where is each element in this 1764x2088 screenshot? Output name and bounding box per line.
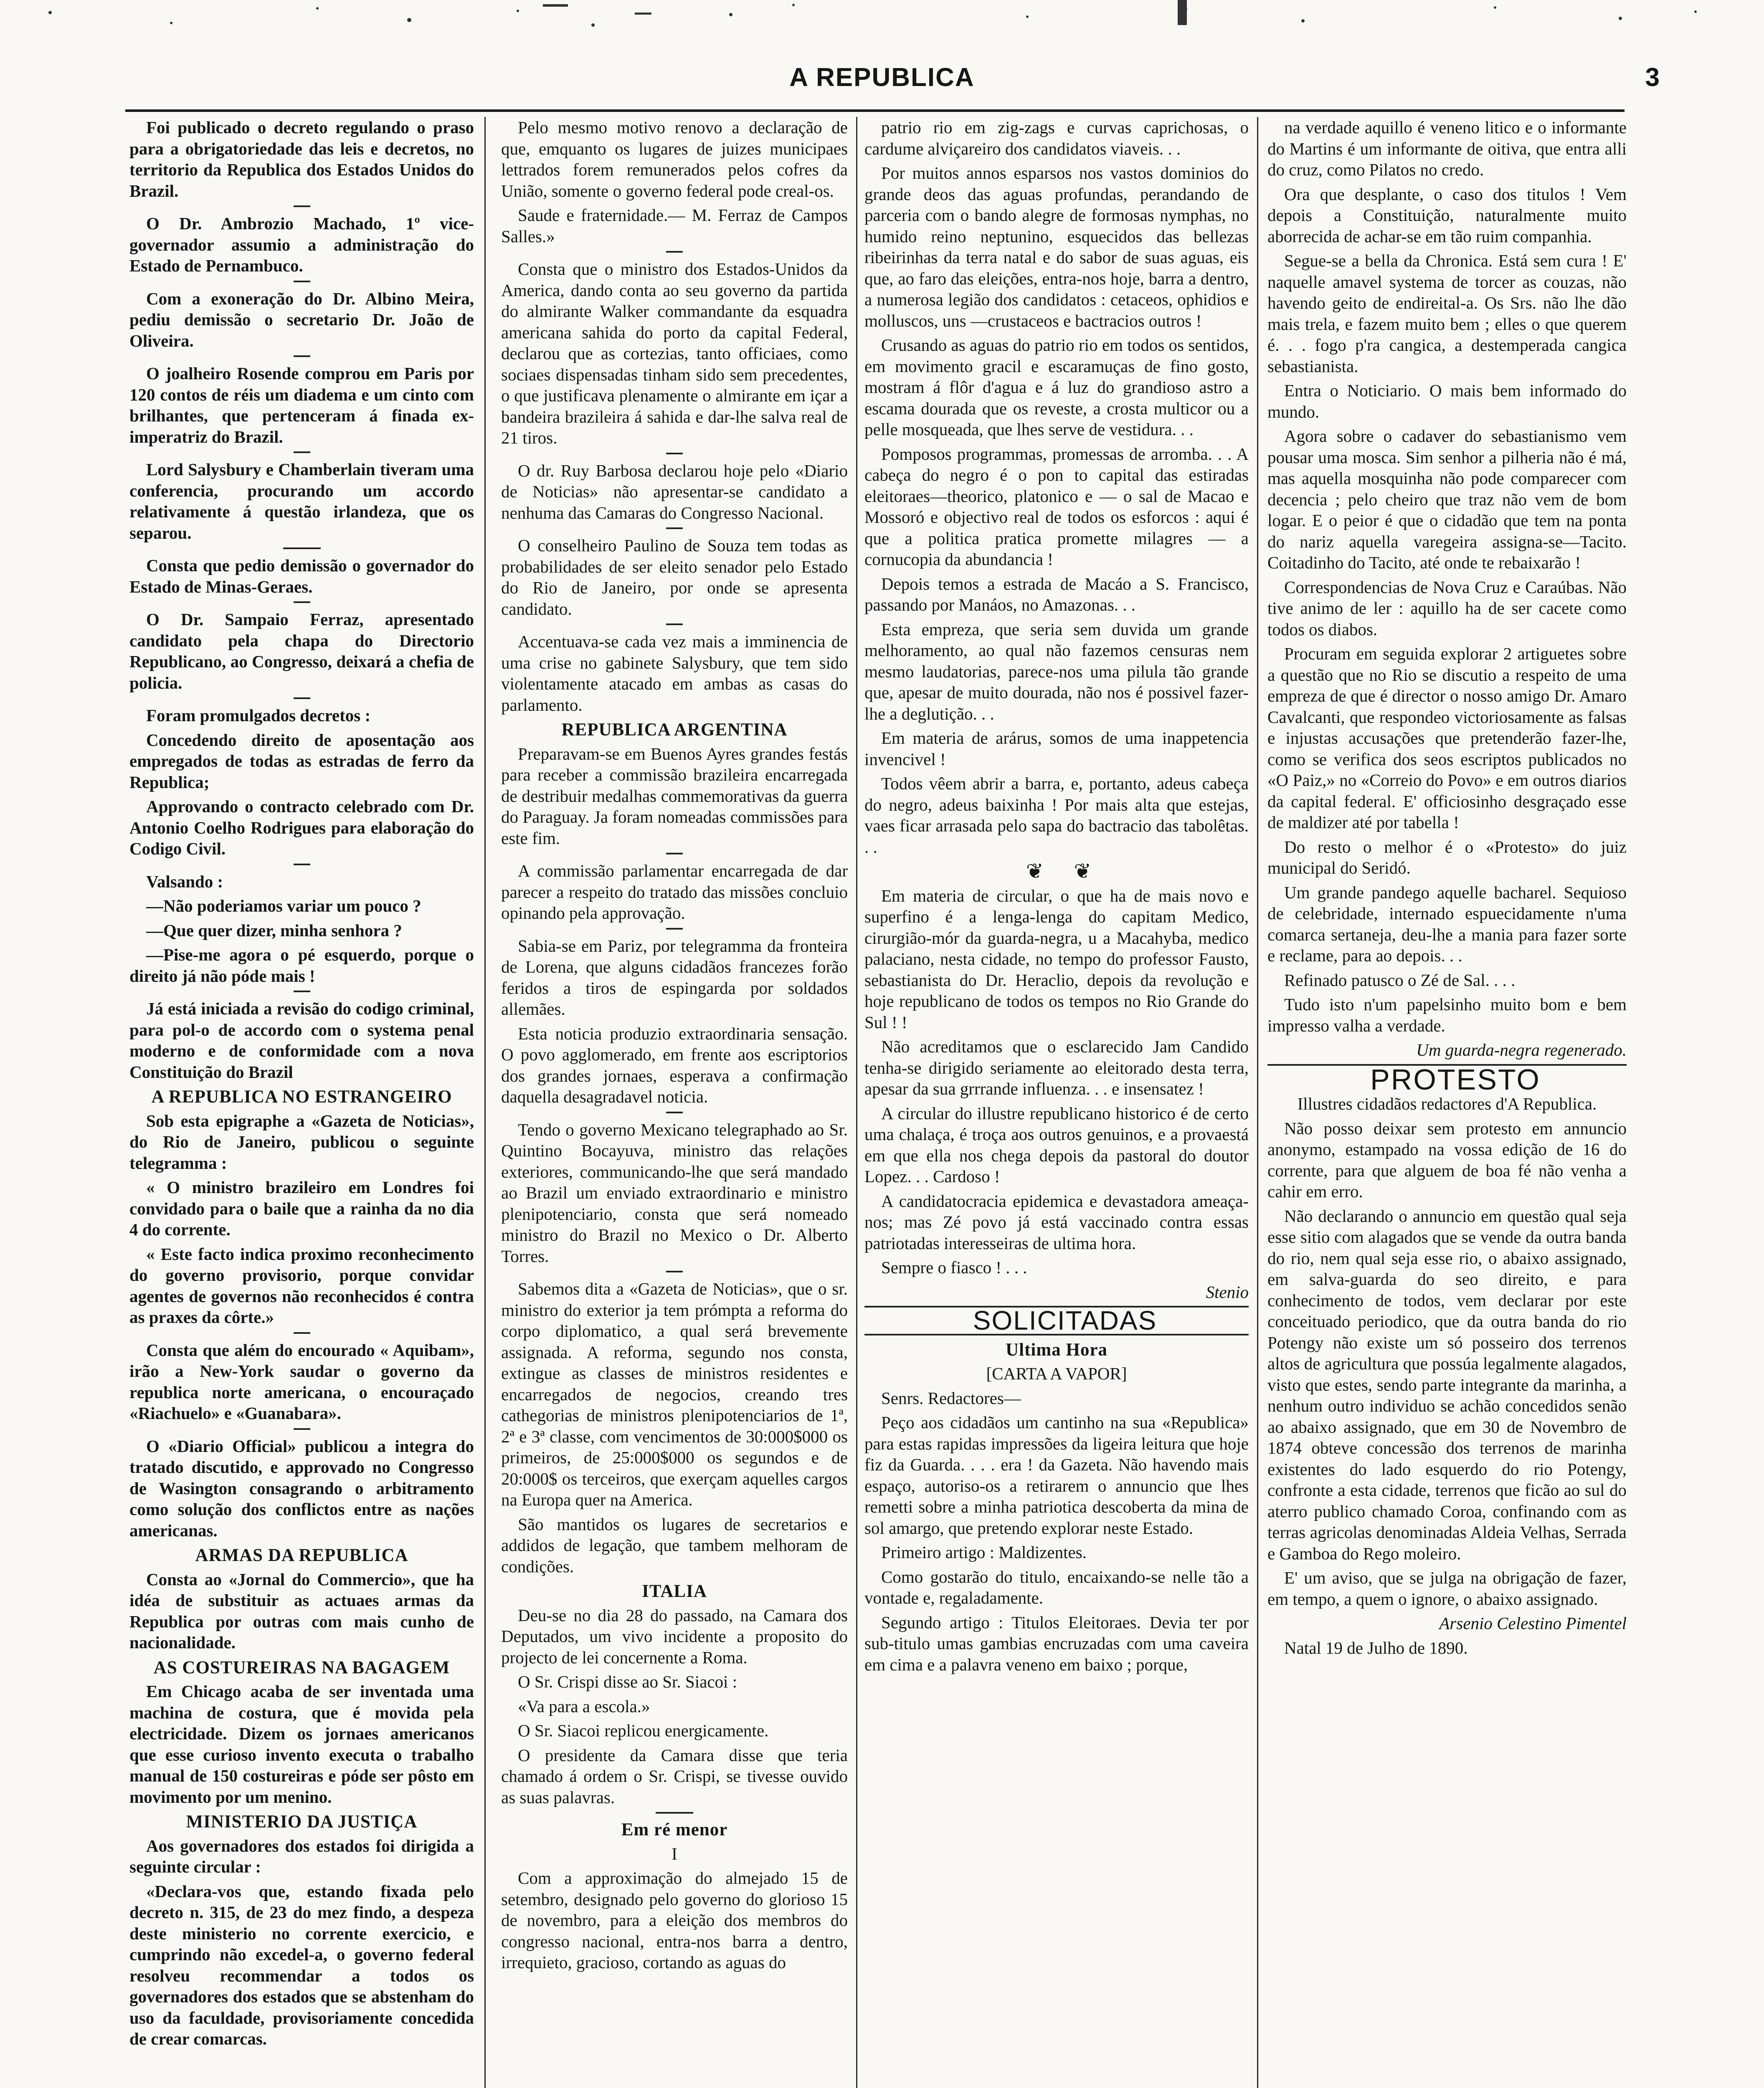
protesto-heading: PROTESTO: [1267, 1064, 1627, 1090]
separator-rule: [294, 355, 310, 357]
paragraph: Approvando o contracto celebrado com Dr. Antonio Coelho Rodrigues para elaboração do Codigo Civil.: [129, 797, 474, 858]
paragraph: Concedendo direito de aposentação aos empregados de todas as estradas de ferro da Republica;: [129, 730, 474, 792]
paragraph: A commissão parlamentar encarregada de dar parecer a respeito do tratado das missões concluio opinando pela approvação.: [501, 861, 848, 922]
paragraph: O conselheiro Paulino de Souza tem todas as probabilidades de ser eleito senador pelo Estado do Rio de Janeiro, por onde se apresenta candidato.: [501, 536, 848, 618]
paragraph: Foi publicado o decreto regulando o praso para a obrigatoriedade das leis e decretos, no territorio da Republica dos Estados Unidos do Brazil.: [129, 118, 474, 200]
paragraph: Consta que pedio demissão o governador do Estado de Minas-Geraes.: [129, 556, 474, 596]
paragraph: Consta que o ministro dos Estados-Unidos da America, dando conta ao seu governo da partida do almirante Walker commandante da esquadra americana sahida do porto da capital Federal, declarou que as cortezias, tanto officiaes, como sociaes dispensadas tinham sido sem precedentes, o que justificava plenamente o almirante em içar a bandeira brazileira á sahida e dar-lhe salva real de 21 tiros.: [501, 259, 848, 447]
paragraph: «Declara-vos que, estando fixada pelo decreto n. 315, de 23 do mez findo, a despeza deste ministerio no corrente exercicio, e cumprindo não excedel-a, o governo federal resolveu recommendar a todos os governadores dos estados que se abstenham do uso da faculdade, provisoriamente concedida de crear comarcas.: [129, 1881, 474, 2048]
page-header: [0, 63, 1764, 113]
section-heading: Em ré menor: [621, 1820, 728, 1840]
paragraph: O «Diario Official» publicou a integra do tratado discutido, e approvado no Congresso de Wasington consagrando o arbitramento como solução dos conflictos entre as nações americanas.: [129, 1436, 474, 1540]
paragraph: Sabemos dita a «Gazeta de Noticias», que o sr. ministro do exterior ja tem prómpta a reforma do corpo diplomatico, a qual será brevemente assignada. A reforma, segundo nos consta, extingue as classes de ministros residentes e encarregados de negocios, creando tres cathegorias de ministros plenipotenciarios de 1ª, 2ª e 3ª classe, com vencimentos de 30:000$000 os primeiros, de 25:000$000 os segundos e de 20:000$ os terceiros, que exerçam aquelles cargos na Europa quer na America.: [501, 1279, 848, 1509]
paragraph: na verdade aquillo é veneno litico e o informante do Martins é um informante de oitiva, que entra alli do cruz, como Pilatos no credo.: [1267, 118, 1627, 179]
paragraph: « O ministro brazileiro em Londres foi convidado para o baile que a rainha da no dia 4 do corrente.: [129, 1178, 474, 1239]
column-2: [501, 117, 848, 2088]
paragraph: Crusando as aguas do patrio rio em todos os sentidos, em movimento gracil e escaramuças de fino gosto, mostram á flôr d'agua e á luz do grandioso astro a escama dourada que os reveste, a crosta multicor ou a pelle mosqueada, que lhes serve de vestidura. . .: [864, 335, 1249, 439]
paragraph: Preparavam-se em Buenos Ayres grandes festás para receber a commissão brazileira encarregada de destribuir medalhas commemorativas da guerra do Paraguay. Ja foram nomeadas commissões para este fim.: [501, 744, 848, 848]
paragraph: Em materia de circular, o que ha de mais novo e superfino é a lenga-lenga do capitam Medico, cirurgião-mór da guarda-negra, u a Macahyba, medico palaciano, nesta cidade, no tempo do professor Fausto, sebastianista do Dr. Heraclio, depois da revolução e hoje republicano de todos os tempos no Rio Grande do Sul ! !: [864, 886, 1249, 1032]
paragraph: Correspondencias de Nova Cruz e Caraúbas. Não tive animo de ler : aquillo ha de ser cacete como todos os diabos.: [1267, 577, 1627, 639]
separator-rule: [666, 623, 683, 625]
section-banner: SOLICITADAS: [864, 1306, 1249, 1335]
paragraph: Por muitos annos esparsos nos vastos dominios do grande deos das aguas profundas, perandando de parceria com o bando alegre de formosas nymphas, no humido reino neptunino, esquecidos das bellezas ribeirinhas da terra natal e do sabor de suas aguas, eis que, ao faro das eleições, entra-nos hoje, barra a dentro, a numerosa legião dos candidatos : cetaceos, ophidios e molluscos, uns —crustaceos e bactracios outros !: [864, 163, 1249, 330]
paragraph: Esta noticia produzio extraordinaria sensação. O povo agglomerado, em frente aos escriptorios dos grandes jornaes, esperava a confirmação daquella desagradavel noticia.: [501, 1024, 848, 1106]
section-heading: ITALIA: [642, 1581, 707, 1601]
paragraph: Depois temos a estrada de Macáo a S. Francisco, passando por Manáos, no Amazonas. . .: [864, 574, 1249, 614]
paragraph: Aos governadores dos estados foi dirigida a seguinte circular :: [129, 1836, 474, 1876]
section-heading: AS COSTUREIRAS NA BAGAGEM: [153, 1657, 450, 1677]
paragraph: Em Chicago acaba de ser inventada uma machina de costura, que é movida pela electricidade. Dizem os jornaes americanos que esse curioso invento executa o trabalho manual de 150 costureiras e póde ser pôsto em movimento por um menino.: [129, 1682, 474, 1807]
paragraph: « Este facto indica proximo reconhecimento do governo provisorio, porque convidar agentes de governos não reconhecidos é contra as praxes da côrte.»: [129, 1244, 474, 1327]
paragraph: Sempre o fiasco ! . . .: [881, 1258, 1027, 1277]
separator-rule: [294, 1332, 310, 1334]
separator-rule: [294, 864, 310, 865]
paragraph: Consta que além do encourado « Aquibam», irão a New-York saudar o governo da republica norte americana, o encouraçado «Riachuelo» e «Guanabara».: [129, 1340, 474, 1423]
paragraph: Peço aos cidadãos um cantinho na sua «Republica» para estas rapidas impressões da ligeira leitura que hoje fiz da Guarda. . . . era ! da Gazeta. Não havendo mais espaço, autoriso-os a retirarem o annuncio que lhes remetti sobre a minha patriotica descoberta da mina de sol amargo, que pretendo explorar neste Estado.: [864, 1413, 1249, 1538]
centered-line: I: [672, 1844, 677, 1863]
paragraph: Tudo isto n'um papelsinho muito bom e bem impresso valha a verdade.: [1267, 995, 1627, 1035]
column-divider: [484, 117, 486, 2088]
centered-line: [CARTA A VAPOR]: [986, 1364, 1127, 1383]
paragraph: Não declarando o annuncio em questão qual seja esse sitio com alagados que se vende da outra banda do rio, nem qual seja esse rio, o abaixo assignado, em salva-guarda do seo direito, e para conhecimento de todos, vem declarar por este conceituado periodico, que da outra banda do rio Potengy não existe um só posseiro dos terrenos altos de agricultura que possúa legalmente alagados, visto que estes, sendo parte integrante da marinha, a nenhum outro individuo se achão concedidos senão ao abaixo assignado, que em 30 de Novembro de 1874 obteve concessão dos terrenos de marinha existentes do lado esquerdo do rio Potengy, confronte a esta cidade, terrenos que ficão ao sul do aterro publico chamado Coroa, confinando com as terras agricolas denominadas Aldeia Velhas, Serrada e Gamboa do Rego moleiro.: [1267, 1206, 1627, 1563]
paragraph: O joalheiro Rosende comprou em Paris por 120 contos de réis um diadema e um cinto com brilhantes, que pertenceram á finada ex-imperatriz do Brazil.: [129, 364, 474, 446]
paragraph: Com a exoneração do Dr. Albino Meira, pediu demissão o secretario Dr. João de Oliveira.: [129, 289, 474, 350]
paragraph: Procuram em seguida explorar 2 artiguetes sobre a questão que no Rio se discutio a respeito de uma empreza de que é director o nosso amigo Dr. Amaro Cavalcanti, que respondeo victoriosamente as falsas e injustas accusações que pretenderão fazer-lhe, como se verifica dos seos escriptos publicados no «O Paiz,» no «Correio do Povo» e em outros diarios da capital federal. E' officiosinho desgraçado esse de maldizer até por tabella !: [1267, 644, 1627, 832]
paragraph: Ora que desplante, o caso dos titulos ! Vem depois a Constituição, naturalmente muito aborrecida de achar-se em tão ruim companhia.: [1267, 184, 1627, 246]
paragraph: Com a approximação do almejado 15 de setembro, designado pelo governo do glorioso 15 de novembro, para a eleição dos membros do congresso nacional, entra-nos barra a dentro, irrequieto, gracioso, cortando as aguas do: [501, 1868, 848, 1972]
paragraph: Um grande pandego aquelle bacharel. Sequioso de celebridade, internado espuecidamente n'uma comarca sertaneja, deu-lhe a mania para fazer sorte e reclame, para ao depois. . .: [1267, 882, 1627, 965]
paragraph: Segue-se a bella da Chronica. Está sem cura ! E' naquelle amavel systema de torcer as couzas, não havendo geito de endireital-a. Os Srs. não lhe dão mais trela, e fazem muito bem ; elles o que querem é. . . fogo p'ra cangica, a destemperada cangica sebastianista.: [1267, 251, 1627, 376]
column-4: [1267, 117, 1627, 2088]
paragraph: Saude e fraternidade.— M. Ferraz de Campos Salles.»: [501, 205, 848, 246]
paragraph: O dr. Ruy Barbosa declarou hoje pelo «Diario de Noticias» não apresentar-se candidato a nenhuma das Camaras do Congresso Nacional.: [501, 461, 848, 522]
paragraph: Deu-se no dia 28 do passado, na Camara dos Deputados, um vivo incidente a proposito do projecto de lei concernente a Roma.: [501, 1605, 848, 1667]
separator-rule: [666, 928, 683, 930]
separator-rule: [666, 1112, 683, 1113]
column-3: [864, 117, 1249, 2088]
paragraph: Foram promulgados decretos :: [146, 706, 371, 725]
paragraph: E' um aviso, que se julga na obrigação de fazer, em tempo, a quem o ignore, o abaixo assignado.: [1267, 1568, 1627, 1609]
paragraph: Valsando :: [146, 872, 223, 891]
header-rule: [125, 109, 1625, 112]
paragraph: Já está iniciada a revisão do codigo criminal, para pol-o de accordo com o systema penal moderno e de conformidade com a nova Constituição do Brazil: [129, 999, 474, 1082]
separator-rule: [666, 853, 683, 854]
paragraph: Todos vêem abrir a barra, e, portanto, adeus cabeça do negro, adeus baixinha ! Por mais alta que estejas, vaes ficar arrasada pelo sapa do bactracio das tabolêtas. . .: [864, 774, 1249, 856]
separator-rule: [294, 1428, 310, 1430]
paragraph: patrio rio em zig-zags e curvas caprichosas, o cardume alviçareiro dos candidatos viaveis. . .: [864, 118, 1249, 158]
separator-rule: [294, 601, 310, 603]
separator-rule: [294, 205, 310, 207]
paragraph: A circular do illustre republicano historico é de certo uma chalaça, é troça aos outros genuinos, e a provaestá em que ella nos chega depois da pastoral do doutor Lopez. . . Cardoso !: [864, 1103, 1249, 1186]
centered-line: Illustres cidadãos redactores d'A Republica.: [1297, 1094, 1597, 1113]
paragraph: —Pise-me agora o pé esquerdo, porque o direito já não póde mais !: [129, 945, 474, 986]
paragraph: Como gostarão do titulo, encaixando-se nelle tão a vontade e, regaladamente.: [864, 1567, 1249, 1607]
separator-rule: [666, 251, 683, 253]
paragraph: Entra o Noticiario. O mais bem informado do mundo.: [1267, 381, 1627, 421]
signature: Arsenio Celestino Pimentel: [1439, 1614, 1627, 1633]
paragraph: Consta ao «Jornal do Commercio», que ha idéa de substituir as actuaes armas da Republica por outras com mais cunho de nacionalidade.: [129, 1569, 474, 1652]
paragraph: Pelo mesmo motivo renovo a declaração de que, emquanto os lugares de juizes municipaes lettrados forem remunerados pelos cofres da União, somente o governo federal pode creal-os.: [501, 118, 848, 200]
section-heading: Ultima Hora: [1006, 1340, 1108, 1360]
section-heading: MINISTERIO DA JUSTIÇA: [186, 1812, 418, 1832]
page-number: 3: [1645, 63, 1660, 92]
separator-rule: [294, 451, 310, 453]
section-heading: A REPUBLICA NO ESTRANGEIRO: [151, 1087, 452, 1107]
paragraph: Do resto o melhor é o «Protesto» do juiz municipal do Seridó.: [1267, 837, 1627, 877]
paragraph: São mantidos os lugares de secretarios e addidos de legação, que tambem melhoram de condições.: [501, 1514, 848, 1576]
paragraph: Em materia de arárus, somos de uma inappetencia invencivel !: [864, 728, 1249, 769]
separator-rule: [666, 527, 683, 529]
paragraph: Primeiro artigo : Maldizentes.: [881, 1543, 1087, 1562]
separator-rule: [283, 547, 321, 549]
paragraph: O Dr. Sampaio Ferraz, apresentado candidato pela chapa do Directorio Republicano, ao Congresso, deixará a chefia de policia.: [129, 610, 474, 692]
scan-noise: [0, 0, 1764, 54]
separator-rule: [666, 453, 683, 454]
section-heading: REPUBLICA ARGENTINA: [561, 720, 788, 740]
ornament: ❦ ❦: [1026, 859, 1104, 883]
separator-rule: [294, 991, 310, 992]
paragraph: —Que quer dizer, minha senhora ?: [146, 920, 402, 940]
separator-rule: [656, 1812, 693, 1814]
paragraph: Pomposos programmas, promessas de arromba. . . A cabeça do negro é o pon to capital das estiradas eleitoraes—theorico, platonico e — o sal de Macao e Mossoró e objectivo real de todos os esforcos : aqui é que a politica pratica promette milagres — a cornucopia da abundancia !: [864, 444, 1249, 569]
signature: Stenio: [1206, 1282, 1249, 1302]
paragraph: Lord Salysbury e Chamberlain tiveram uma conferencia, procurando um accordo relativamente á questão irlandeza, que os separou.: [129, 460, 474, 542]
section-heading: ARMAS DA REPUBLICA: [195, 1546, 408, 1565]
paragraph: Esta empreza, que seria sem duvida um grande melhoramento, ao qual não fazemos censuras nem mesmo laudatorias, parece-nos uma pilula tão grande que, apesar de muito dourada, não nos é possivel fazer-lhe a deglutição. . .: [864, 619, 1249, 723]
column-divider: [1257, 117, 1258, 2088]
paragraph: Natal 19 de Julho de 1890.: [1284, 1638, 1468, 1657]
paragraph: Não posso deixar sem protesto em annuncio anonymo, estampado na vossa edição de 16 do corrente, para que alguem de boa fé não venha a cahir em erro.: [1267, 1118, 1627, 1201]
paragraph: Refinado patusco o Zé de Sal. . . .: [1284, 970, 1516, 990]
paragraph: Senrs. Redactores—: [881, 1388, 1021, 1408]
paragraph: Não acreditamos que o esclarecido Jam Candido tenha-se dirigido seriamente ao eleitorado desta terra, apesar da sua grrrande influenza. . . e insensatez !: [864, 1037, 1249, 1098]
masthead: A REPUBLICA: [789, 63, 975, 92]
paragraph: Sabia-se em Pariz, por telegramma da fronteira de Lorena, que alguns cidadãos francezes forão feridos a tiros de espingarda por soldados allemães.: [501, 936, 848, 1019]
paragraph: Tendo o governo Mexicano telegraphado ao Sr. Quintino Bocayuva, ministro das relações exteriores, communicando-lhe que será mandado ao Brazil um enviado extraordinario e ministro plenipotenciario, consta que será nomeado ministro do Brazil no Mexico o Dr. Alberto Torres.: [501, 1120, 848, 1266]
paragraph: O Dr. Ambrozio Machado, 1º vice-governador assumio a administração do Estado de Pernambuco.: [129, 214, 474, 275]
separator-rule: [666, 1271, 683, 1272]
paragraph: O Sr. Crispi disse ao Sr. Siacoi :: [518, 1672, 738, 1691]
paragraph: Segundo artigo : Titulos Eleitoraes. Devia ter por sub-titulo umas gambias encruzadas com uma caveira em cima e a palavra veneno em baixo ; porque,: [864, 1612, 1249, 1674]
paragraph: Sob esta epigraphe a «Gazeta de Noticias», do Rio de Janeiro, publicou o seguinte telegramma :: [129, 1111, 474, 1173]
separator-rule: [294, 697, 310, 699]
paragraph: Accentuava-se cada vez mais a imminencia de uma crise no gabinete Salysbury, que tem sido violentamente atacado em ambas as casas do parlamento.: [501, 632, 848, 715]
column-1: [129, 117, 474, 2088]
signature: Um guarda-negra regenerado.: [1416, 1040, 1627, 1059]
paragraph: O presidente da Camara disse que teria chamado á ordem o Sr. Crispi, se tivesse ouvido as suas palavras.: [501, 1745, 848, 1807]
separator-rule: [294, 281, 310, 282]
paragraph: A candidatocracia epidemica e devastadora ameaça-nos; mas Zé povo já está vaccinado contra essas patriotadas interesseiras de ultima hora.: [864, 1191, 1249, 1253]
paragraph: «Va para a escola.»: [518, 1696, 650, 1716]
paragraph: O Sr. Siacoi replicou energicamente.: [518, 1721, 769, 1740]
paragraph: Agora sobre o cadaver do sebastianismo vem pousar uma mosca. Sim senhor a pilheria não é má, mas aquella mosquinha não pode comparecer com decencia ; pelo cheiro que traz não vem de bom logar. E o peior é que o cidadão que tem na ponta do nariz aquella varegeira assigna-se—Tacito. Coitadinho do Tacito, até onde te rebaixarão !: [1267, 426, 1627, 572]
column-divider: [856, 117, 857, 2088]
paragraph: —Não poderiamos variar um pouco ?: [146, 896, 421, 915]
